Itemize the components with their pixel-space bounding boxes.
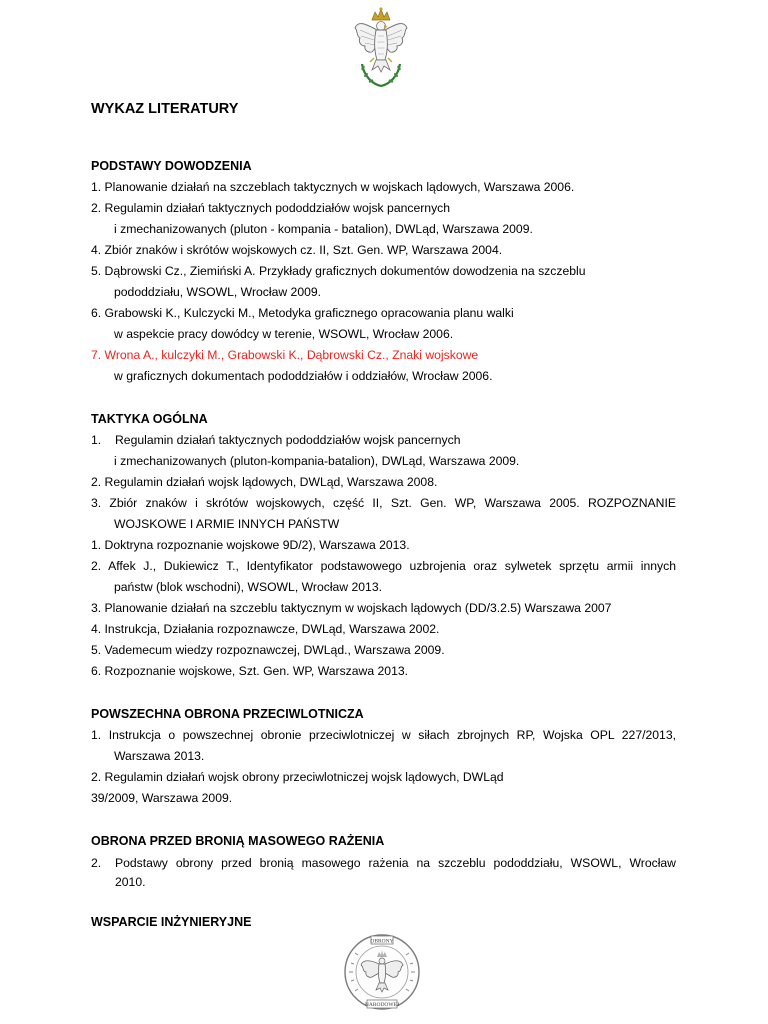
seal-bottom-text: NARODOWEJ — [364, 1002, 400, 1008]
academy-seal-icon — [343, 933, 421, 1011]
section-powszechna-obrona-przeciwlotnicza — [91, 704, 676, 809]
list-item: 1. Instrukcja o powszechnej obronie przeciwlotniczej w siłach zbrojnych RP, Wojska OPL 227/2013, — [91, 728, 676, 742]
section-heading: TAKTYKA OGÓLNA — [91, 412, 208, 426]
list-item: 2. Affek J., Dukiewicz T., Identyfikator podstawowego uzbrojenia oraz sylwetek sprzętu armii innych — [91, 559, 676, 573]
military-eagle-emblem-icon — [352, 6, 410, 90]
list-item: 4. Instrukcja, Działania rozpoznawcze, DWLąd, Warszawa 2002. — [91, 622, 440, 636]
list-item-text: Podstawy obrony przed bronią masowego rażenia na szczeblu pododdziału, WSOWL, Wrocław — [115, 856, 676, 870]
seal-top-text: OBRONY — [370, 938, 394, 945]
section-heading: WSPARCIE INŻYNIERYJNE — [91, 915, 252, 929]
list-item: 3. Zbiór znaków i skrótów wojskowych, część II, Szt. Gen. WP, Warszawa 2005. ROZPOZNANIE — [91, 496, 676, 510]
section-obrona-przed-bronia-masowego-razenia — [91, 831, 676, 890]
section-heading: PODSTAWY DOWODZENIA — [91, 159, 252, 173]
section-taktyka-ogolna — [91, 409, 676, 682]
section-podstawy-dowodzenia — [91, 156, 676, 387]
list-item: 5. Vademecum wiedzy rozpoznawczej, DWLąd., Warszawa 2009. — [91, 643, 445, 657]
list-item: 6. Rozpoznanie wojskowe, Szt. Gen. WP, Warszawa 2013. — [91, 664, 409, 678]
section-heading: OBRONA PRZED BRONIĄ MASOWEGO RAŻENIA — [91, 834, 385, 848]
list-item-continuation: WOJSKOWE I ARMIE INNYCH PAŃSTW — [114, 517, 340, 531]
page-title: WYKAZ LITERATURY — [91, 101, 239, 117]
list-item — [91, 855, 676, 871]
list-item-continuation: w graficznych dokumentach pododdziałów i oddziałów, Wrocław 2006. — [114, 369, 493, 383]
section-wsparcie-inzynieryjne — [91, 912, 676, 933]
list-item-continuation: pododdziału, WSOWL, Wrocław 2009. — [114, 285, 322, 299]
list-item: 1. Planowanie działań na szczeblach taktycznych w wojskach lądowych, Warszawa 2006. — [91, 180, 575, 194]
list-item-continuation: w aspekcie pracy dowódcy w terenie, WSOWL, Wrocław 2006. — [114, 327, 454, 341]
list-item-continuation: Warszawa 2013. — [114, 749, 205, 763]
list-item: 5. Dąbrowski Cz., Ziemiński A. Przykłady graficznych dokumentów dowodzenia na szczeblu — [91, 264, 586, 278]
list-item-number: 1. — [91, 433, 102, 447]
list-item: 2. Regulamin działań wojsk lądowych, DWLąd, Warszawa 2008. — [91, 475, 438, 489]
list-item — [91, 430, 676, 451]
list-item-continuation: 2010. — [115, 875, 146, 889]
literature-list — [91, 98, 676, 955]
list-item-number: 2. — [91, 856, 102, 870]
list-item-continuation: i zmechanizowanych (pluton - kompania - batalion), DWLąd, Warszawa 2009. — [114, 222, 533, 236]
list-item-continuation: i zmechanizowanych (pluton-kompania-batalion), DWLąd, Warszawa 2009. — [114, 454, 520, 468]
list-item-continuation: 39/2009, Warszawa 2009. — [91, 791, 233, 805]
list-item-highlighted: 7. Wrona A., kulczyki M., Grabowski K., Dąbrowski Cz., Znaki wojskowe — [91, 348, 479, 362]
list-item: 1. Doktryna rozpoznanie wojskowe 9D/2), Warszawa 2013. — [91, 538, 410, 552]
list-item-continuation: państw (blok wschodni), WSOWL, Wrocław 2013. — [114, 580, 382, 594]
list-item: 2. Regulamin działań taktycznych pododdziałów wojsk pancernych — [91, 201, 451, 215]
list-item: 6. Grabowski K., Kulczycki M., Metodyka graficznego opracowania planu walki — [91, 306, 514, 320]
list-item: 4. Zbiór znaków i skrótów wojskowych cz. II, Szt. Gen. WP, Warszawa 2004. — [91, 243, 503, 257]
section-heading: POWSZECHNA OBRONA PRZECIWLOTNICZA — [91, 707, 364, 721]
list-item: 2. Regulamin działań wojsk obrony przeciwlotniczej wojsk lądowych, DWLąd — [91, 770, 504, 784]
list-item-text: Regulamin działań taktycznych pododdziałów wojsk pancernych — [115, 433, 461, 447]
list-item: 3. Planowanie działań na szczeblu taktycznym w wojskach lądowych (DD/3.2.5) Warszawa 2007 — [91, 601, 612, 615]
